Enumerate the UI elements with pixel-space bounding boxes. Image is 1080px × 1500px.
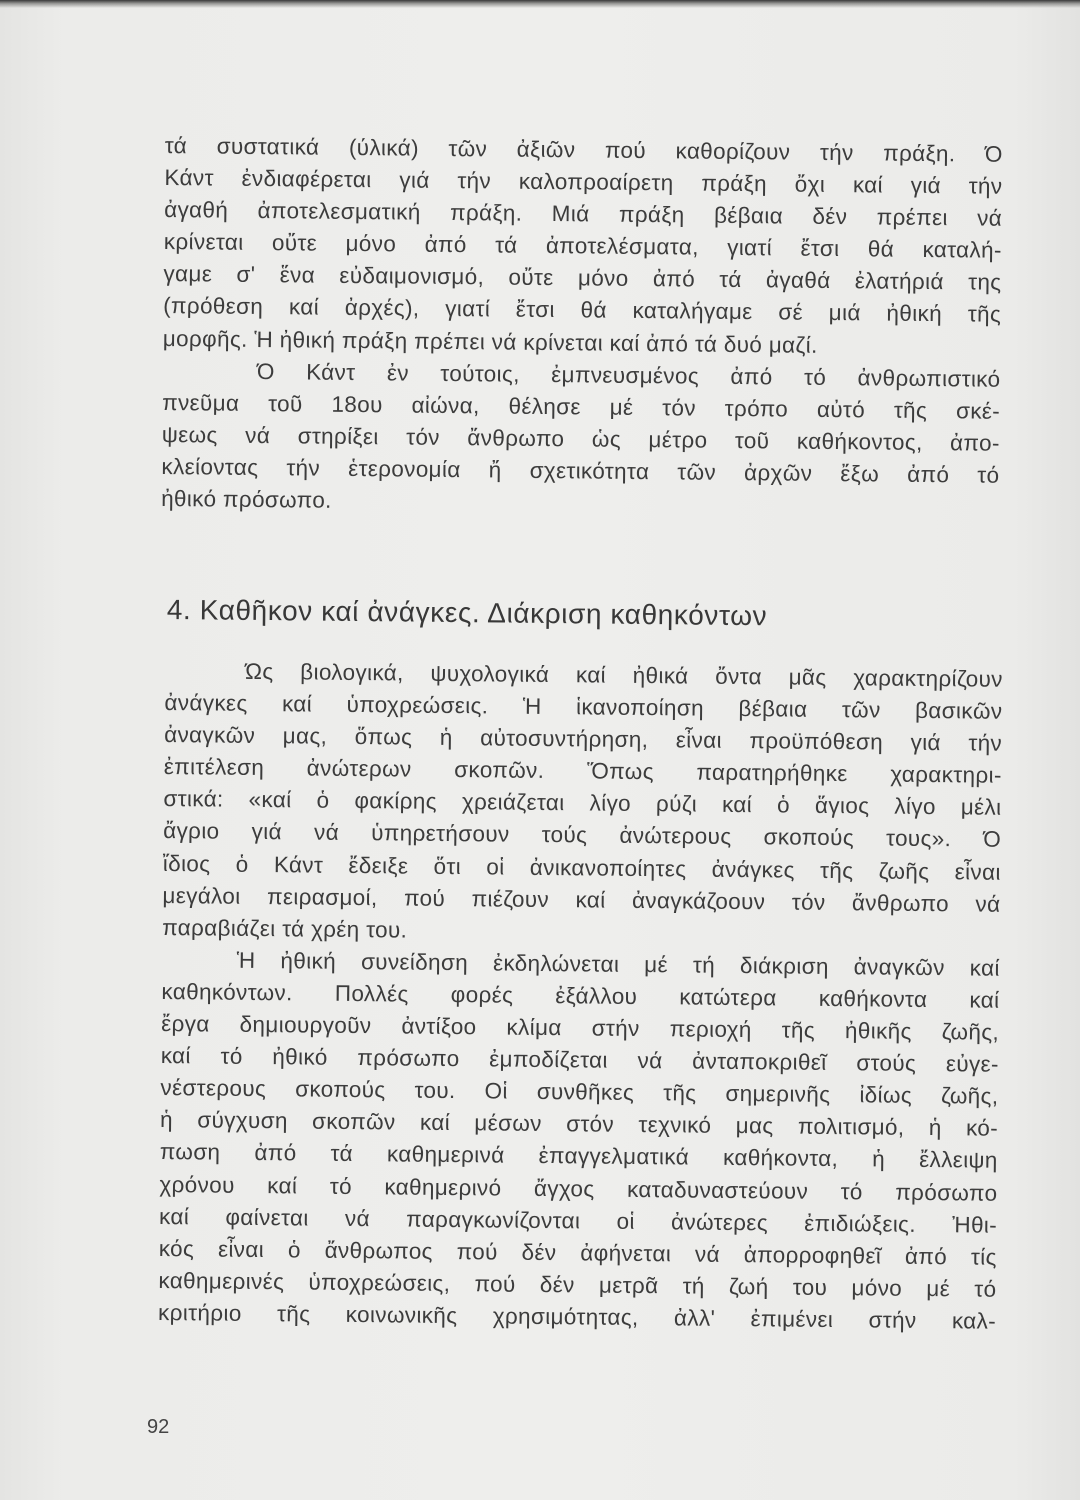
text-line: καθημερινές ὑποχρεώσεις, πού δέν μετρᾶ τή ζωή του μόνο μέ τό [158, 1267, 997, 1302]
text-line: καθηκόντων. Πολλές φορές ἐξάλλου κατώτερα καθήκοντα καί [161, 978, 1000, 1013]
paragraph [163, 130, 1003, 363]
text-line: ἠθικό πρόσωπο. [161, 486, 332, 513]
page-top-edge-shadow [0, 0, 1080, 8]
text-line: μεγάλοι πειρασμοί, πού πιέζουν καί ἀναγκάζοουν τόν ἄνθρωπο νά [162, 882, 1001, 917]
text-line: ἄγριο γιά νά ὑπηρετήσουν τούς ἀνώτερους σκοπούς τους». Ό [163, 818, 1002, 853]
text-line: ἀνάγκες καί ὑποχρεώσεις. Ἡ ἱκανοποίηση βέβαια τῶν βασικῶν [164, 690, 1003, 724]
text-line: πωση ἀπό τά καθημερινά ἐπαγγελματικά καθήκοντα, ἡ ἔλλειψη [159, 1139, 998, 1174]
text-line: Ό Κάντ ἐν τούτοις, ἐμπνευσμένος ἀπό τό ἀνθρωπιστικό [162, 357, 1001, 392]
text-line: πνεῦμα τοῦ 18ου αἰώνα, θέλησε μέ τόν τρόπο αὐτό τῆς σκέ- [162, 389, 1001, 424]
text-line: ἀναγκῶν μας, ὅπως ἡ αὐτοσυντήρηση, εἶναι προϋπόθεση γιά τήν [164, 722, 1003, 756]
paragraph [162, 655, 1003, 953]
paragraph [161, 355, 1001, 524]
text-line: Κάντ ἐνδιαφέρεται γιά τήν καλοπροαίρετη πράξη ὄχι καί γιά τήν [164, 165, 1003, 199]
text-line: κρίνεται οὔτε μόνο ἀπό τά ἀποτελέσματα, γιατί ἔτσι θά καταλή- [163, 229, 1002, 264]
text-line: ἀγαθή ἀποτελεσματική πράξη. Μιά πράξη βέβαια δέν πρέπει νά [164, 197, 1003, 231]
body-text-top [161, 130, 1003, 524]
text-line: ἴδιος ὁ Κάντ ἔδειξε ὅτι οἱ ἀνικανοποίητες ἀνάγκες τῆς ζωῆς εἶναι [162, 850, 1001, 885]
text-line: κριτήριο τῆς κοινωνικῆς χρησιμότητας, ἀλλ' ἐπιμένει στήν καλ- [157, 1299, 997, 1334]
text-line: στικά: «καί ὁ φακίρης χρειάζεται λίγο ρύζι καί ὁ ἅγιος λίγο μέλι [163, 786, 1002, 821]
page-number: 92 [147, 1416, 170, 1438]
body-text-bottom [158, 655, 1003, 1338]
text-line: νέστερους σκοπούς του. Οἱ συνθῆκες τῆς σημερινῆς ἰδίως ζωῆς, [160, 1075, 999, 1109]
text-line: ἔργα δημιουργοῦν ἀντίξοο κλίμα στήν περιοχή τῆς ἠθικῆς ζωῆς, [161, 1011, 1000, 1045]
text-line: καί φαίνεται νά παραγκωνίζονται οἱ ἀνώτερες ἐπιδιώξεις. Ἠθι- [158, 1203, 998, 1238]
section-heading: 4. Καθῆκον καί ἀνάγκες. Διάκριση καθηκόντων [166, 594, 768, 632]
text-line: τά συστατικά (ύλικά) τῶν ἀξιῶν πού καθορίζουν τήν πράξη. Ό [164, 132, 1003, 167]
text-line: χρόνου καί τό καθημερινό ἄγχος καταδυναστεύουν τό πρόσωπο [159, 1171, 998, 1206]
text-line: μορφῆς. Ἡ ἠθική πράξη πρέπει νά κρίνεται καί ἀπό τά δυό μαζί. [162, 325, 818, 358]
text-line: Ἡ ἠθική συνείδηση ἐκδηλώνεται μέ τή διάκριση ἀναγκῶν καί [161, 946, 1000, 981]
text-line: κός εἶναι ὁ ἄνθρωπος πού δέν ἀφήνεται νά ἀπορροφηθεῖ ἀπό τίς [158, 1235, 997, 1270]
text-line: ψεως νά στηρίξει τόν ἄνθρωπο ὡς μέτρο τοῦ καθήκοντος, ἀπο- [161, 421, 1000, 456]
text-line: Ώς βιολογικά, ψυχολογικά καί ἠθικά ὄντα μᾶς χαρακτηρίζουν [164, 657, 1003, 692]
text-line: γαμε σ' ἕνα εὐδαιμονισμό, οὔτε μόνο ἀπό τά ἀγαθά ἐλατήριά της [163, 261, 1002, 296]
text-line: παραβιάζει τά χρέη του. [162, 914, 408, 943]
text-line: (πρόθεση καί ἀρχές), γιατί ἔτσι θά καταλήγαμε σέ μιά ἠθική τῆς [163, 293, 1002, 328]
paragraph [158, 944, 1000, 1338]
text-line: ἡ σύγχυση σκοπῶν καί μέσων στόν τεχνικό μας πολιτισμό, ἡ κό- [160, 1107, 999, 1142]
text-line: καί τό ἠθικό πρόσωπο ἐμποδίζεται νά ἀνταποκριθεῖ στούς εὐγε- [160, 1043, 999, 1077]
text-line: ἐπιτέλεση ἀνώτερων σκοπῶν. Ὅπως παρατηρήθηκε χαρακτηρι- [163, 754, 1002, 789]
text-line: κλείοντας τήν ἑτερονομία ἤ σχετικότητα τῶν ἀρχῶν ἔξω ἀπό τό [161, 453, 1000, 488]
